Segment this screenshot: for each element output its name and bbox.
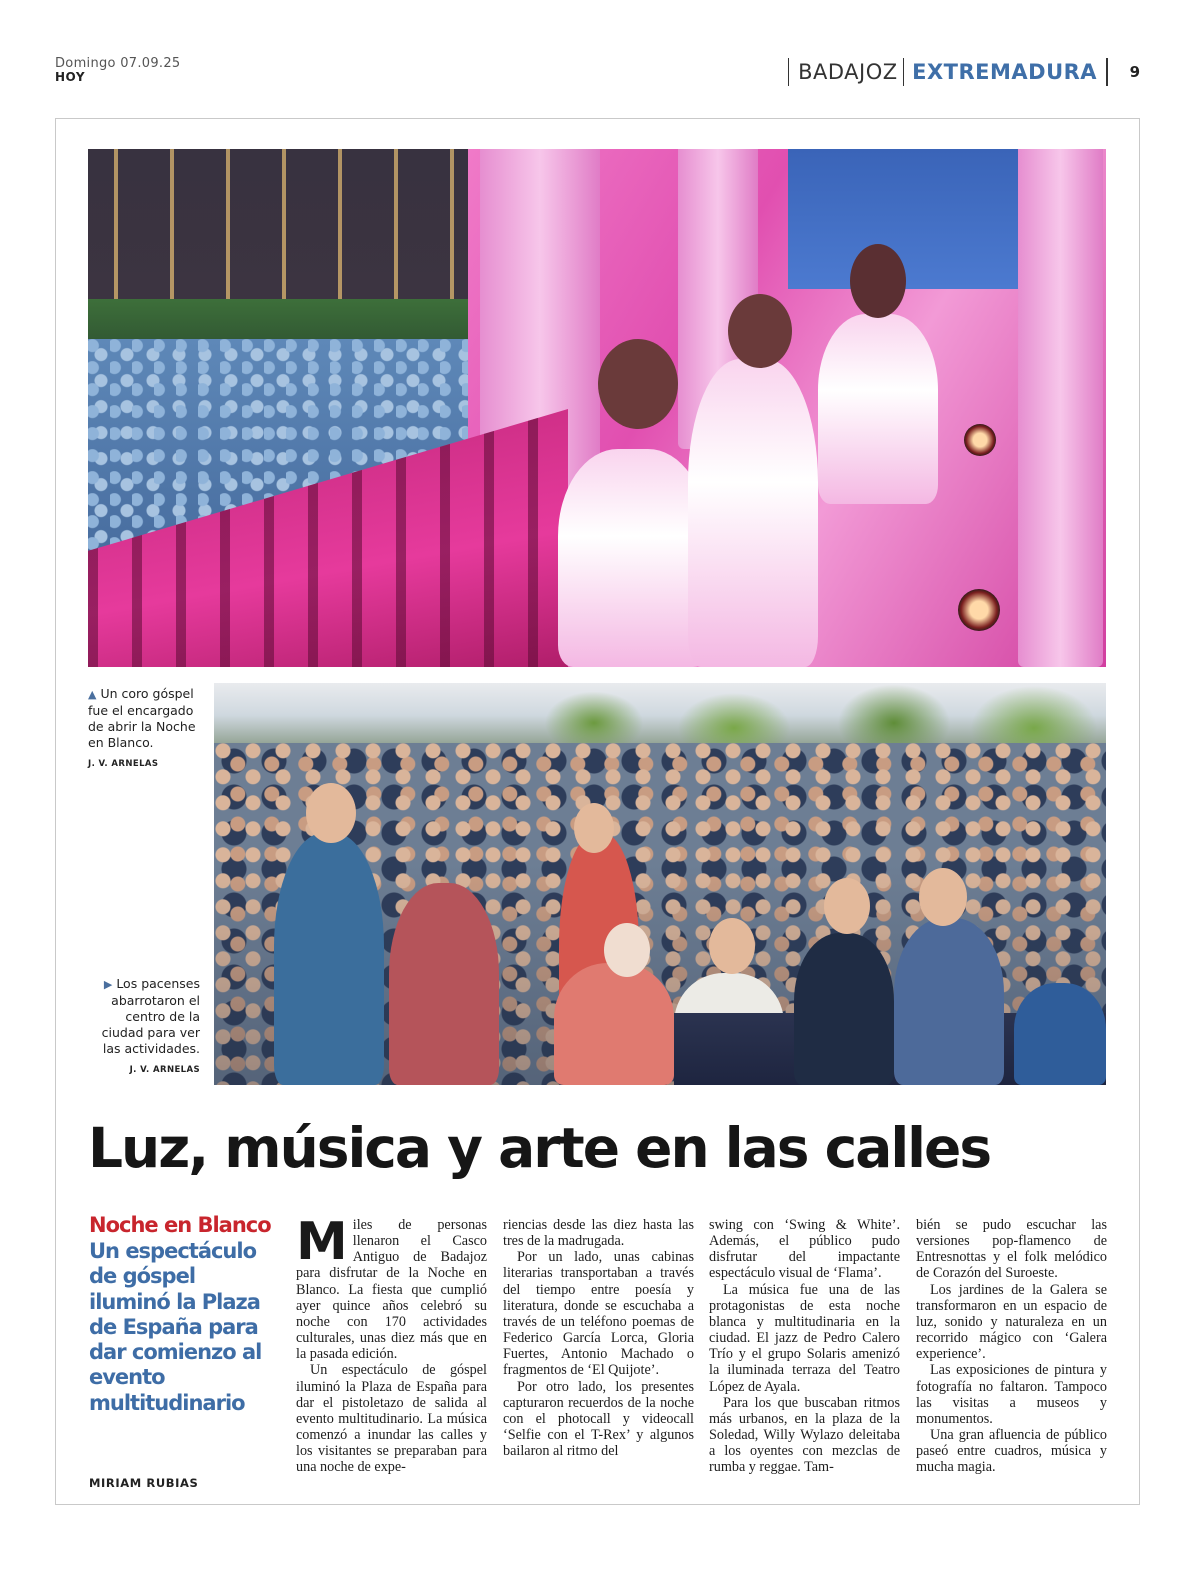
photo-singer (818, 314, 938, 504)
photo-face (709, 918, 755, 974)
publication-name: HOY (55, 70, 86, 84)
photo-person (554, 963, 674, 1085)
article-subheadline: Un espectáculo de góspel iluminó la Plaza de España para dar comienzo al evento multitudinario (89, 1239, 262, 1415)
photo-buildings (88, 149, 488, 319)
issue-date: Domingo 07.09.25 (55, 56, 181, 71)
paragraph: bién se pudo escuchar las versiones pop-flamenco de Entresnottas y el folk melódico de Corazón del Suroeste. (916, 1217, 1107, 1282)
photo-face (919, 868, 967, 926)
caption-text: Los pacenses abarrotaron el centro de la ciudad para ver las actividades. (101, 976, 200, 1056)
paragraph: iles de personas llenaron el Casco Antiguo de Badajoz para disfrutar de la Noche en Blanco. La fiesta que cumplió ayer quince años celebró su noche con 170 actividades culturales, unas diez más que en la pasada edición. (296, 1217, 487, 1363)
photo-face (604, 923, 650, 977)
photo-singer-head (728, 294, 792, 368)
photo-credit: J. V. ARNELAS (88, 759, 159, 769)
paragraph: Las exposiciones de pintura y fotografía no faltaron. Tampoco las visitas a museos y monumentos. (916, 1362, 1107, 1427)
drop-cap: M (296, 1212, 348, 1272)
photo-credit: J. V. ARNELAS (129, 1065, 200, 1075)
paragraph: Una gran afluencia de público paseó entre cuadros, música y mucha magia. (916, 1427, 1107, 1476)
photo-caption-bottom (88, 976, 200, 1078)
article-kicker: Noche en Blanco (89, 1213, 271, 1237)
section-region: EXTREMADURA (912, 60, 1098, 84)
photo-person (389, 883, 499, 1085)
paragraph: Un espectáculo de góspel iluminó la Plaza de España para dar el pistoletazo de salida al evento multitudinario. La música comenzó a inundar las calles y los visitantes se preparaban para una noche de expe- (296, 1362, 487, 1476)
paragraph: swing con ‘Swing & White’. Además, el público pudo disfrutar del impactante espectáculo visual de ‘Flama’. (709, 1217, 900, 1282)
photo-singer-head (598, 339, 678, 429)
photo-person (794, 933, 894, 1085)
paragraph: Para los que buscaban ritmos más urbanos, en la plaza de la Soledad, Willy Wylazo deleitaba a los oyentes con mezclas de rumba y reggae. Tam- (709, 1394, 900, 1476)
photo-column (1018, 149, 1103, 667)
page-number: 9 (1129, 63, 1140, 81)
photo-face (306, 783, 356, 843)
paragraph: Por un lado, unas cabinas literarias transportaban a través del tiempo entre poesía y literatura, donde se escuchaba a través de un teléfono poemas de Federico García Lorca, Gloria Fuertes, Antonio Machado o fragmentos de ‘El Quijote’. (503, 1249, 694, 1379)
photo-singer-head (850, 244, 906, 318)
article-column-2 (503, 1217, 694, 1459)
section-city: BADAJOZ (798, 60, 898, 84)
photo-singer (558, 449, 708, 667)
gospel-choir-photo (88, 149, 1106, 667)
photo-stage-light (958, 589, 1000, 631)
paragraph: Los jardines de la Galera se transformaron en un espacio de luz, sonido y naturaleza en un recorrido mágico con ‘Galera experience’. (916, 1281, 1107, 1363)
paragraph: Por otro lado, los presentes capturaron recuerdos de la noche con el photocall y videocall ‘Selfie con el T-Rex’ y algunos bailaron al ritmo del (503, 1378, 694, 1460)
section-header (788, 58, 1140, 86)
photo-caption-top (88, 686, 208, 772)
article-column-1 (296, 1212, 487, 1476)
crowd-photo (214, 683, 1106, 1085)
article-byline: MIRIAM RUBIAS (89, 1476, 199, 1490)
caption-text: Un coro góspel fue el encargado de abrir la Noche en Blanco. (88, 686, 196, 750)
photo-person (274, 833, 384, 1085)
photo-person (1014, 983, 1106, 1085)
article-headline: Luz, música y arte en las calles (88, 1116, 991, 1180)
paragraph: riencias desde las diez hasta las tres de la madrugada. (503, 1217, 694, 1250)
triangle-up-icon: ▲ (88, 688, 97, 701)
article-column-4 (916, 1217, 1107, 1476)
article-column-3 (709, 1217, 900, 1476)
photo-person (894, 918, 1004, 1085)
photo-stage-light (964, 424, 996, 456)
photo-face (574, 803, 614, 853)
triangle-right-icon: ▶ (103, 978, 113, 991)
photo-face (824, 878, 870, 934)
paragraph: La música fue una de las protagonistas de esta noche blanca y multitudinaria en la ciudad. El jazz de Pedro Calero Trío y el grupo Solaris amenizó la iluminada terraza del Teatro López de Ayala. (709, 1281, 900, 1395)
photo-singer (688, 359, 818, 667)
